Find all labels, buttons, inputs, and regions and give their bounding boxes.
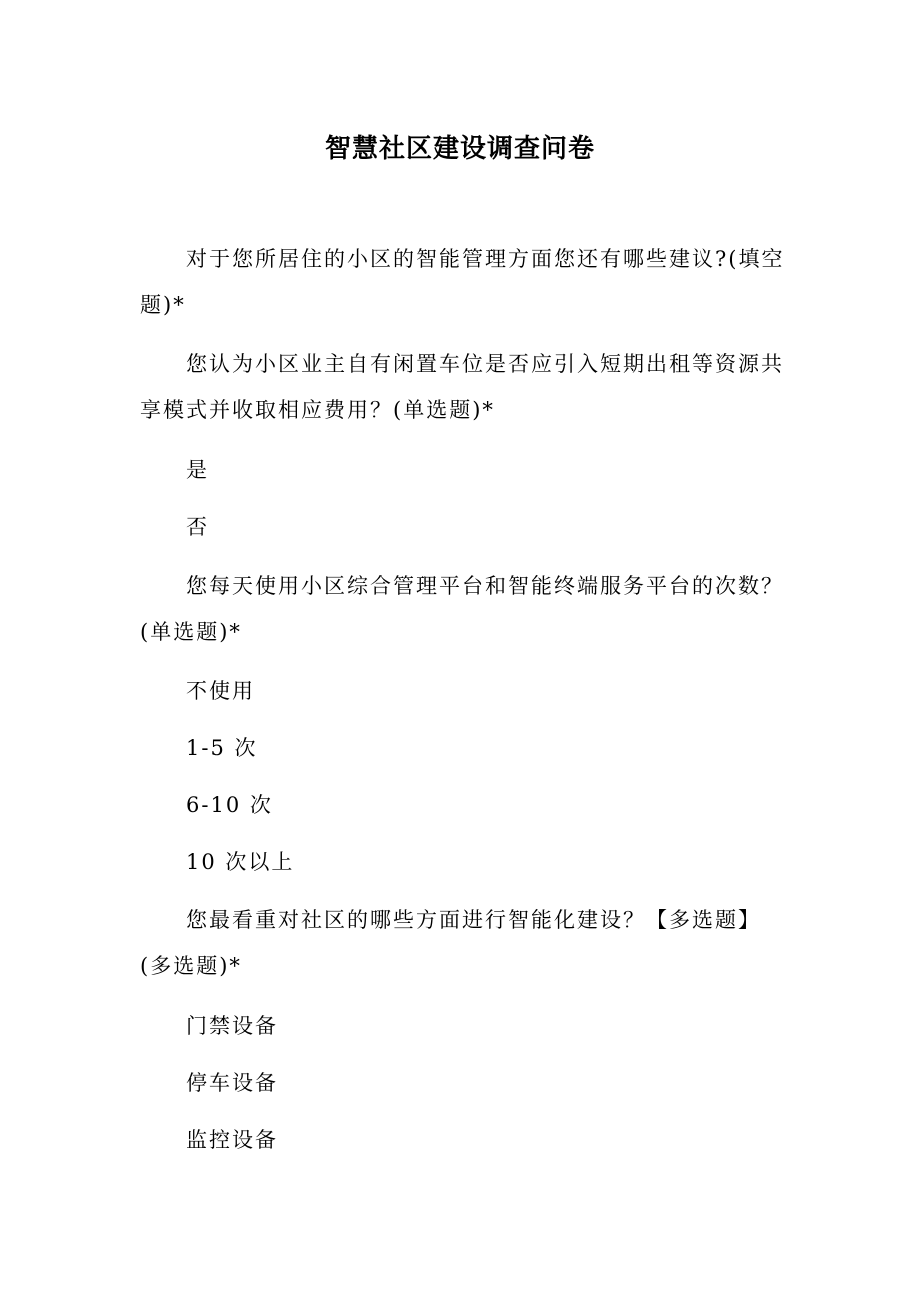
question-2-option-no: 否 <box>186 515 209 539</box>
question-4-text: 您最看重对社区的哪些方面进行智能化建设？【多选题】(多选题)* <box>140 908 761 978</box>
question-3-option-10-plus: 10 次以上 <box>186 850 295 874</box>
question-4-option-access: 门禁设备 <box>186 1014 278 1038</box>
question-4-option-parking: 停车设备 <box>186 1071 278 1095</box>
question-3-option-none: 不使用 <box>186 679 255 703</box>
question-3-option-6-10: 6-10 次 <box>186 793 273 817</box>
document-title: 智慧社区建设调查问卷 <box>324 134 595 164</box>
question-3-text: 您每天使用小区综合管理平台和智能终端服务平台的次数？(单选题)* <box>140 574 784 644</box>
question-2-option-yes: 是 <box>186 458 209 482</box>
question-4-option-monitoring: 监控设备 <box>186 1128 278 1152</box>
question-3-option-1-5: 1-5 次 <box>186 736 258 760</box>
question-1-text: 对于您所居住的小区的智能管理方面您还有哪些建议?(填空题)* <box>140 247 785 317</box>
question-2-text: 您认为小区业主自有闲置车位是否应引入短期出租等资源共享模式并收取相应费用？(单选题)* <box>140 352 784 422</box>
